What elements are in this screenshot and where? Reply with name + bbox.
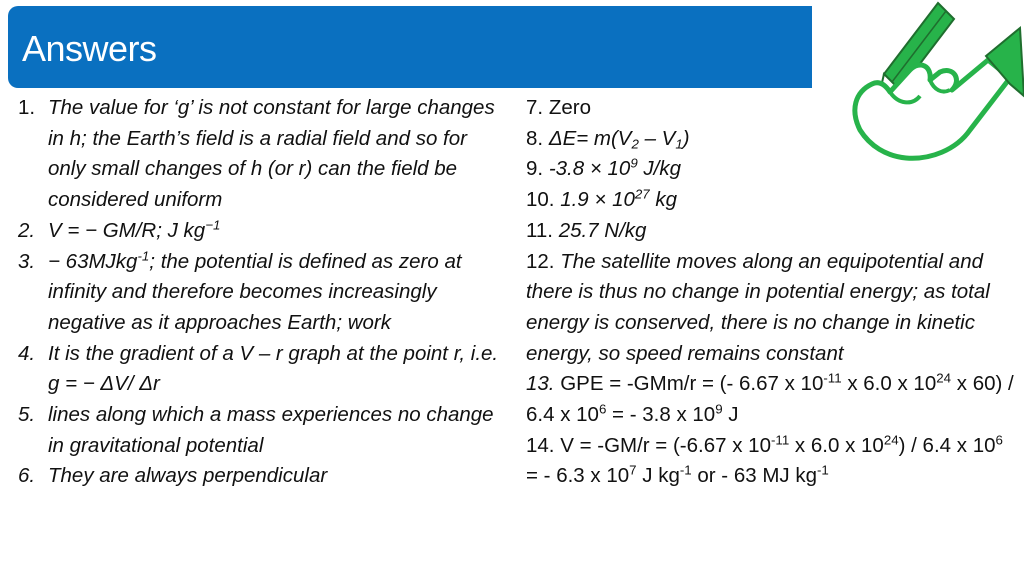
answer-text [48,216,508,247]
answer-text-part: GPE = -GMm/r = (- 6.67 x 10 [560,372,824,396]
superscript: 9 [630,156,638,172]
answers-left-column [18,93,508,492]
page-title: Answers [22,28,157,69]
answers-right-column [526,93,1016,492]
superscript: -1 [137,248,150,264]
superscript: 27 [634,186,650,202]
answer-text-part: = - 3.8 x 10 [606,403,716,427]
answer-text-part: − 63MJkg [48,249,138,273]
answer-text-part: J [722,403,739,427]
answer-number: 14. [526,433,555,457]
answer-text-part: ) / 6.4 x 10 [898,433,996,457]
answer-11 [526,216,1016,247]
answer-13 [526,369,1016,430]
superscript: -11 [770,432,790,448]
superscript: 7 [629,463,637,479]
answer-text-part: x 6.0 x 10 [789,433,884,457]
subscript: 2 [631,136,639,152]
superscript: 6 [995,432,1003,448]
answer-text: lines along which a mass experiences no change in gravitational potential [48,403,494,457]
answer-number: 11. [526,218,553,242]
answer-text-part: -3.8 × 10 [548,157,631,181]
answer-number: 13. [526,372,555,396]
answer-7 [526,93,1016,124]
answer-text-part: J kg [636,464,680,488]
answer-number: 5. [18,403,36,427]
answer-text-part: kg [649,188,678,212]
answer-number: 4. [18,341,36,365]
answer-text [560,188,677,211]
answer-3 [18,247,508,339]
answer-4 [18,339,508,400]
superscript: 6 [598,401,607,417]
answer-number: 3. [18,249,36,273]
answer-text-part: x 6.0 x 10 [841,372,937,396]
answer-text-part: V = -GM/r = (-6.67 x 10 [560,433,771,457]
subscript: 1 [675,136,683,152]
answer-5 [18,400,508,461]
answer-text-part: – V [638,126,676,150]
title-bar [8,6,812,88]
answer-text [48,247,508,339]
superscript: 24 [936,371,952,386]
answer-text-part: J/kg [637,157,682,181]
answer-number: 7. [526,96,544,119]
answer-number: 9. [526,157,544,181]
answer-6 [18,461,508,492]
answer-number: 10. [526,188,555,212]
superscript: -11 [823,371,842,386]
answer-9 [526,154,1016,185]
answer-number: 6. [18,464,36,488]
answer-text: They are always perpendicular [48,464,328,488]
answer-number: 1. [18,96,36,119]
answer-text: 25.7 N/kg [558,218,647,242]
answer-text-part: 1.9 × 10 [560,188,635,212]
answer-text: It is the gradient of a V – r graph at the point r, i.e. g = − ΔV/ Δr [48,341,499,396]
superscript: 24 [883,432,899,448]
superscript: -1 [817,463,829,479]
answer-text-part: = - 6.3 x 10 [526,464,630,488]
answer-text: The value for ‘g’ is not constant for large changes in h; the Earth’s field is a radial field and so for only small changes of h (or r) can the field be considered uniform [48,96,495,212]
superscript: 9 [715,401,723,417]
answer-text [526,434,1003,488]
answer-text [526,372,1014,426]
answer-number: 2. [18,218,36,242]
answer-8 [526,124,1016,155]
answer-text-part: or - 63 MJ kg [691,464,817,488]
answer-text [549,157,681,180]
answer-10 [526,185,1016,216]
answer-number: 12. [526,249,555,273]
answer-text-part: ; the potential is defined as zero at infinity and therefore becomes increasingly negative as it approaches Earth; work [48,249,462,334]
answer-1 [18,93,508,216]
answer-2 [18,216,508,247]
answer-12 [526,247,1016,370]
answer-text-part: x 60) / 6.4 x 10 [526,372,1014,427]
answer-14 [526,431,1016,492]
answer-text [549,127,690,150]
answer-text: Zero [548,96,591,119]
answer-text-part: ) [682,126,690,150]
answer-text-part: ΔE= m(V [548,126,632,150]
superscript: −1 [205,217,221,233]
superscript: -1 [679,463,692,479]
answer-text: The satellite moves along an equipotential and there is thus no change in potential energy; as total energy is conserved, there is no change in kinetic energy, so speed remains constant [526,249,990,365]
answer-text-part: V = − GM/R; J kg [48,218,206,242]
answer-number: 8. [526,126,544,150]
